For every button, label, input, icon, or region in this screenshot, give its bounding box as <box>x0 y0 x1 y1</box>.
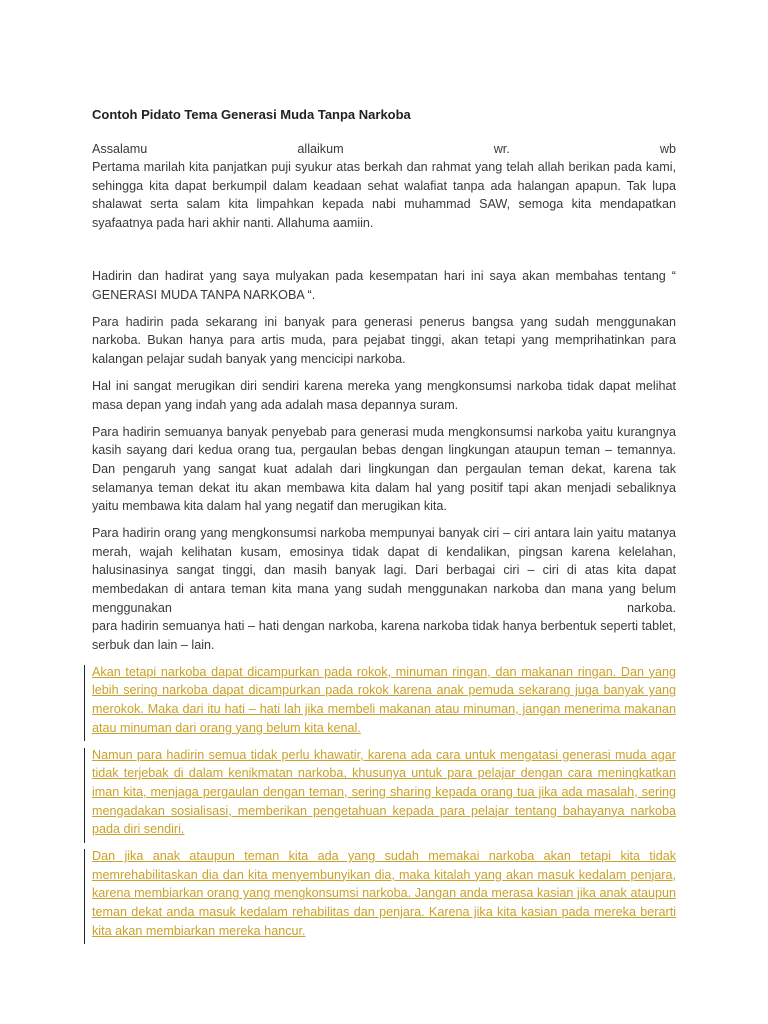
paragraph: Para hadirin semuanya banyak penyebab para generasi muda mengkonsumsi narkoba yaitu kurangnya kasih sayang dari kedua orang tua, pergaulan bebas dengan lingkungan ataupun teman – temannya. Dan pengaruh yang sangat kuat adalah dari lingkungan dan pergaulan teman dekat, karena tak selamanya teman dekat itu akan membawa kita dalam hal yang positif tapi akan menjadi sebaliknya yaitu membawa kita dalam hal yang negatif dan merugikan kita. <box>92 424 676 514</box>
highlighted-paragraph[interactable]: Dan jika anak ataupun teman kita ada yang sudah memakai narkoba akan tetapi kita tidak memrehabilitaskan dia dan kita menyembunyikan dia, maka kitalah yang akan masuk kedalam penjara, karena membiarkan orang yang mengkonsumsi narkoba. Jangan anda merasa kasian jika anak ataupun teman dekat anda masuk kedalam rehabilitas dan penjara. Karena jika kita kasian pada mereka berarti kita akan membiarkan mereka hancur. <box>92 847 676 940</box>
highlighted-paragraph[interactable]: Akan tetapi narkoba dapat dicampurkan pada rokok, minuman ringan, dan makanan ringan. Dan yang lebih sering narkoba dapat dicampurkan pada rokok karena anak pemuda sekarang juga banyak yang merokok. Maka dari itu hati – hati lah jika membeli makanan atau minuman, jangan menerima makanan atau minuman dari orang yang belum kita kenal. <box>92 663 676 737</box>
paragraph: Hal ini sangat merugikan diri sendiri karena mereka yang mengkonsumsi narkoba tidak dapat melihat masa depan yang indah yang ada adalah masa depannya suram. <box>92 379 676 412</box>
paragraph-opening: Pertama marilah kita panjatkan puji syukur atas berkah dan rahmat yang telah allah berikan pada kami, sehingga kita dapat berkumpil dalam keadaan sehat walafiat tanpa ada halangan apapun. Tak lupa shalawat serta salam kita limpahkan kepada nabi muhammad SAW, semoga kita mendapatkan syafaatnya pada hari akhir nanti. Allahuma aamiin. <box>92 160 676 230</box>
document-page <box>92 106 676 949</box>
highlighted-paragraph[interactable]: Namun para hadirin semua tidak perlu khawatir, karena ada cara untuk mengatasi generasi muda agar tidak terjebak di dalam kenikmatan narkoba, khusunya untuk para pelajar dengan cara meningkatkan iman kita, menjaga pergaulan dengan teman, sering sharing kepada orang tua jika ada masalah, sering mengadakan sosialisasi, memberikan pengetahuan kepada para pelajar tentang bahayanya narkoba pada diri sendiri. <box>92 746 676 839</box>
paragraph: Para hadirin orang yang mengkonsumsi narkoba mempunyai banyak ciri – ciri antara lain yaitu matanya merah, wajah kelihatan kusam, emosinya tidak dapat di kendalikan, pingsan karena kelelahan, halusinasinya sangat tinggi, dan masih banyak lagi. Dari berbagai ciri – ciri di atas kita dapat membedakan di antara teman kita mana yang sudah menggunakan narkoba dan mana yang belum menggunakan narkoba. <box>92 526 676 615</box>
document-title: Contoh Pidato Tema Generasi Muda Tanpa Narkoba <box>92 107 411 122</box>
paragraph: Hadirin dan hadirat yang saya mulyakan pada kesempatan hari ini saya akan membahas tentang “ GENERASI MUDA TANPA NARKOBA “. <box>92 269 676 302</box>
greeting: Assalamu allaikum wr. wb <box>92 141 676 156</box>
paragraph: Para hadirin pada sekarang ini banyak para generasi penerus bangsa yang sudah menggunakan narkoba. Bukan hanya para artis muda, para pejabat tinggi, akan tetapi yang memprihatinkan para kalangan pelajar sudah banyak yang mencicipi narkoba. <box>92 314 676 366</box>
paragraph: para hadirin semuanya hati – hati dengan narkoba, karena narkoba tidak hanya berbentuk seperti tablet, serbuk dan lain – lain. <box>92 619 676 652</box>
spacer <box>92 241 676 267</box>
